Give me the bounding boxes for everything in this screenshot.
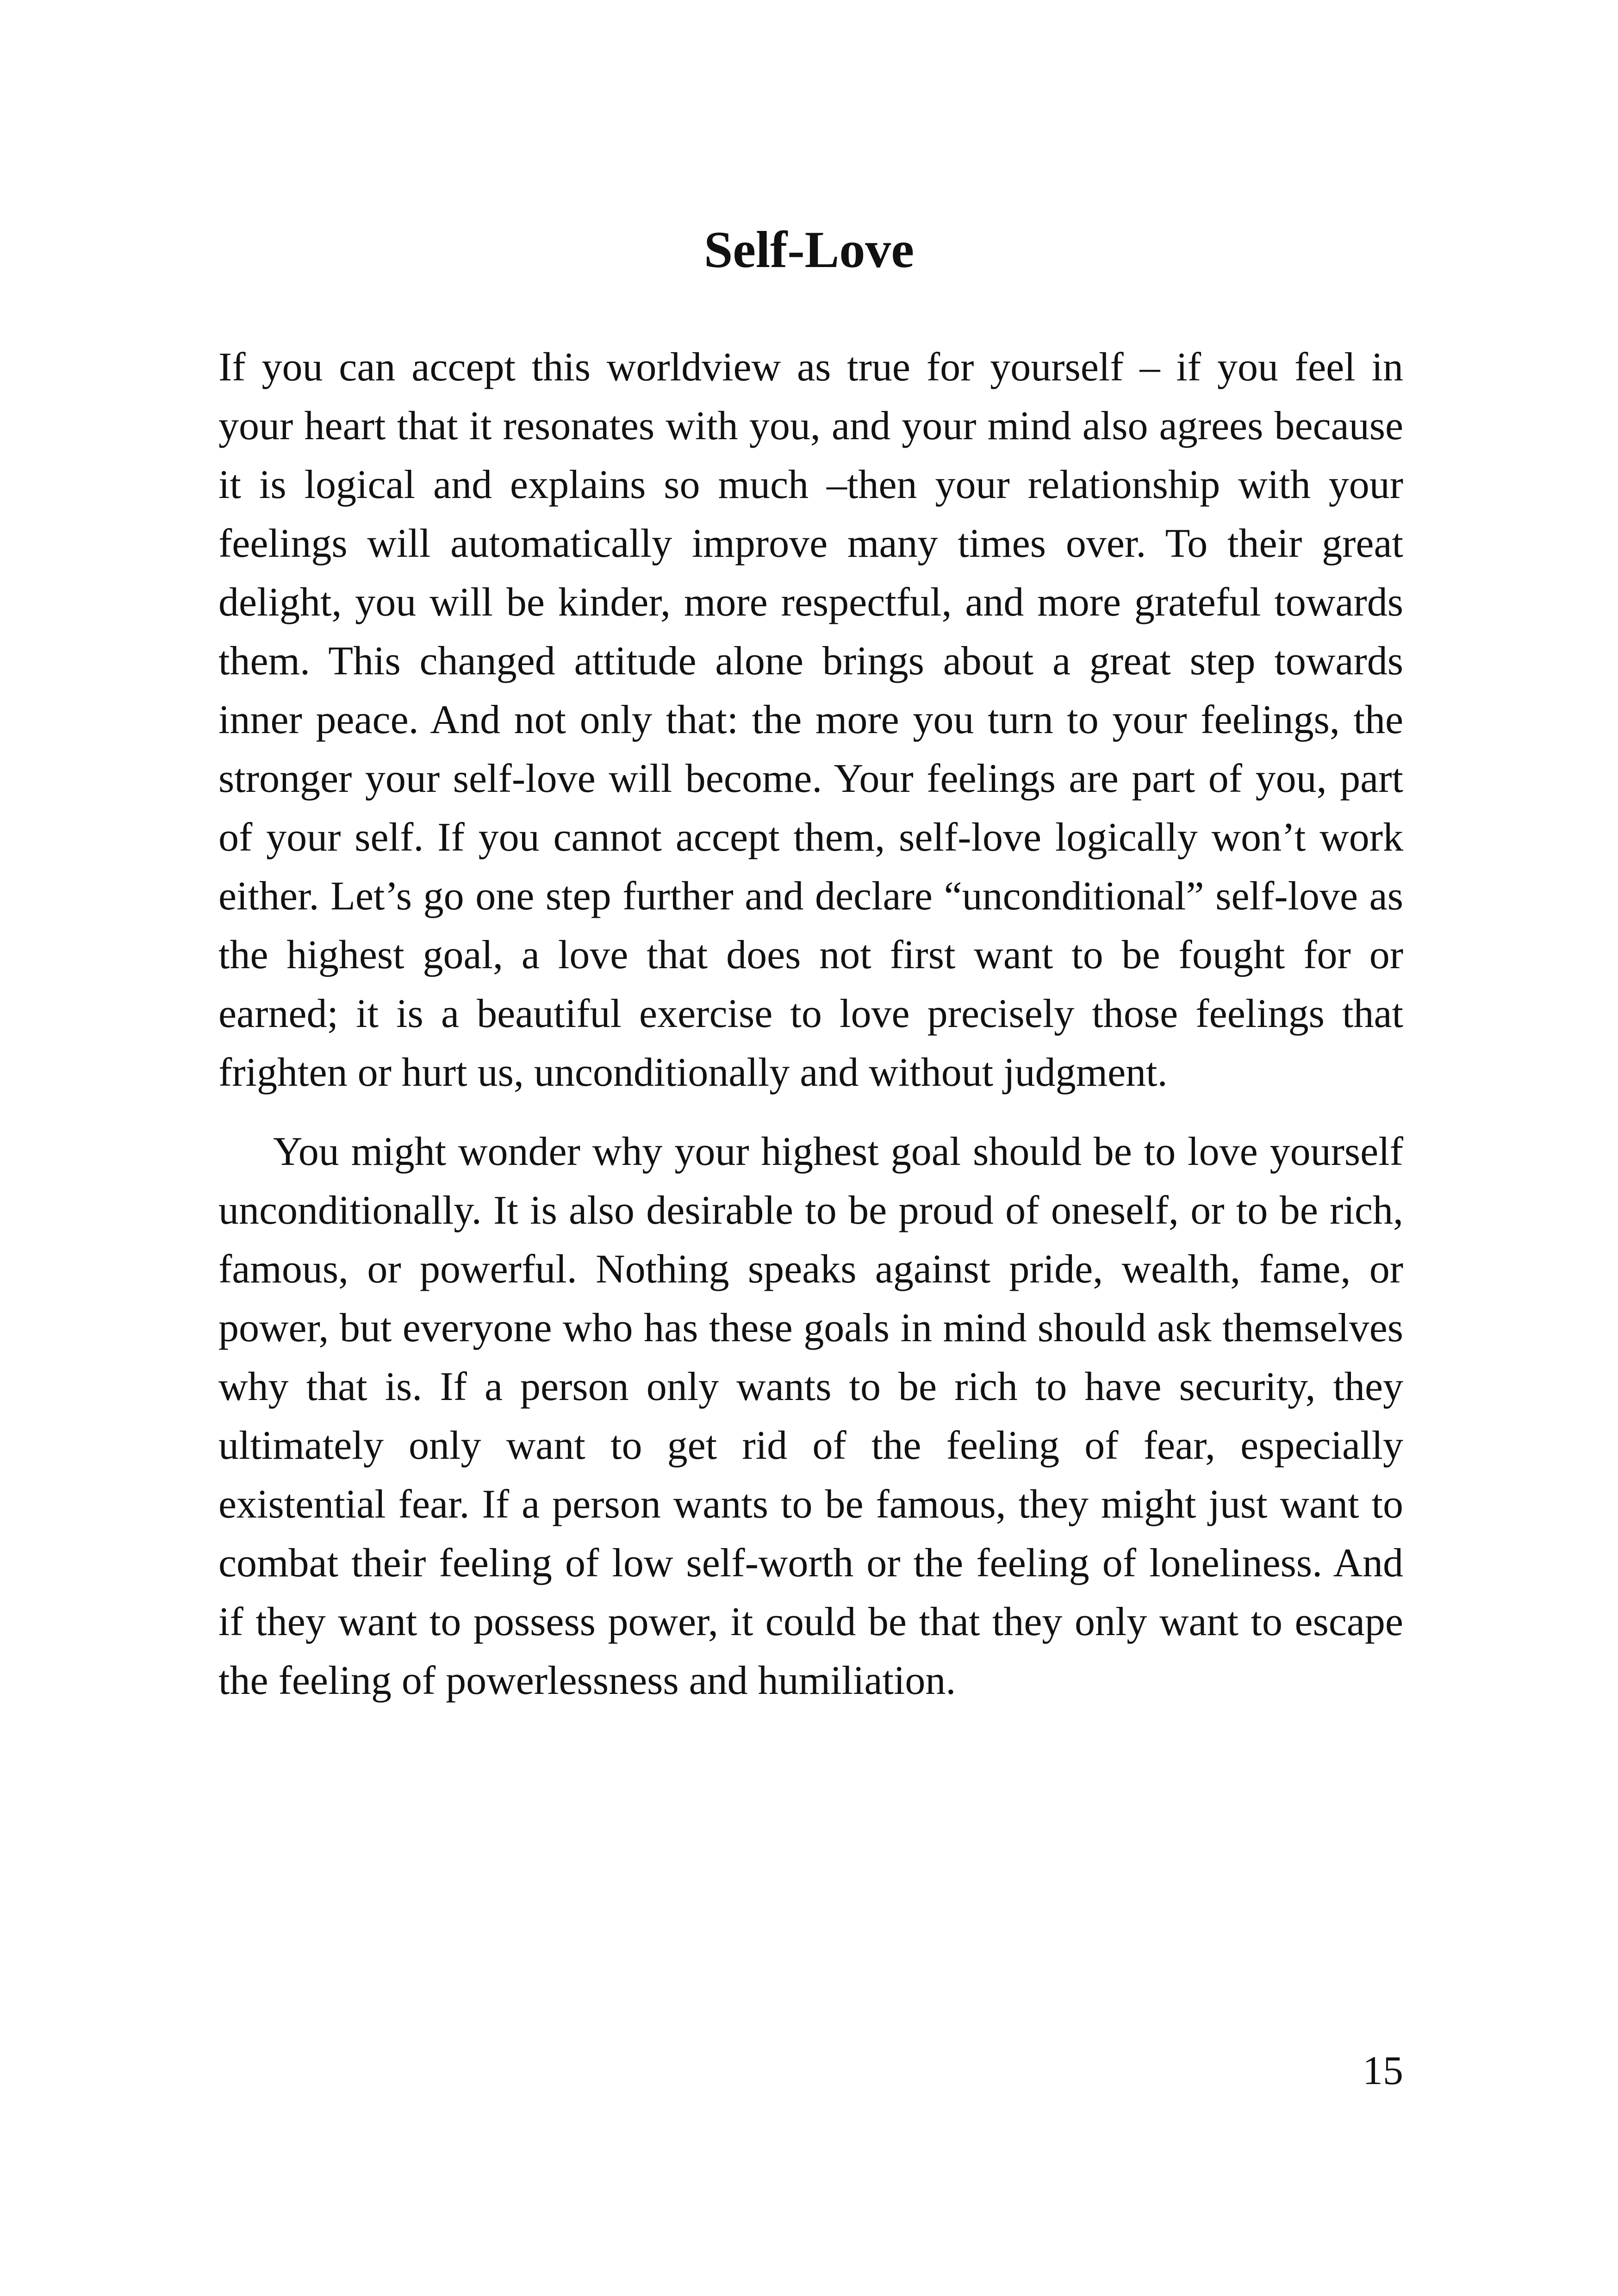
chapter-title: Self-Love	[703, 221, 915, 279]
paragraph-2: You might wonder why your highest goal should be to love yourself unconditionally. It is also desirable to be proud of oneself, or to be rich, famous, or powerful. Nothing speaks against pride, wealth, fame, or power, but everyone who has these goals in mind should ask themselves why that is. If a person only wants to be rich to have security, they ultimately only want to get rid of the feeling of fear, especially existential fear. If a person wants to be famous, they might just want to combat their feeling of low self-worth or the feeling of loneliness. And if they want to possess power, it could be that they only want to escape the feeling of powerlessness and humiliation.	[218, 1129, 1403, 1703]
page-number: 15	[1363, 2048, 1403, 2093]
paragraph-1: If you can accept this worldview as true for yourself – if you feel in your heart that it resonates with you, and your mind also agrees because it is logical and explains so much –then your relationship with your feelings will automatically improve many times over. To their great delight, you will be kinder, more respectful, and more grateful towards them. This changed attitude alone brings about a great step towards inner peace. And not only that: the more you turn to your feelings, the stronger your self-love will become. Your feelings are part of you, part of your self. If you cannot accept them, self-love logically won’t work either. Let’s go one step further and declare “unconditional” self-love as the highest goal, a love that does not first want to be fought for or earned; it is a beautiful exercise to love precisely those feelings that frighten or hurt us, unconditionally and without judgment.	[218, 345, 1403, 1095]
body-text	[218, 338, 1403, 1710]
